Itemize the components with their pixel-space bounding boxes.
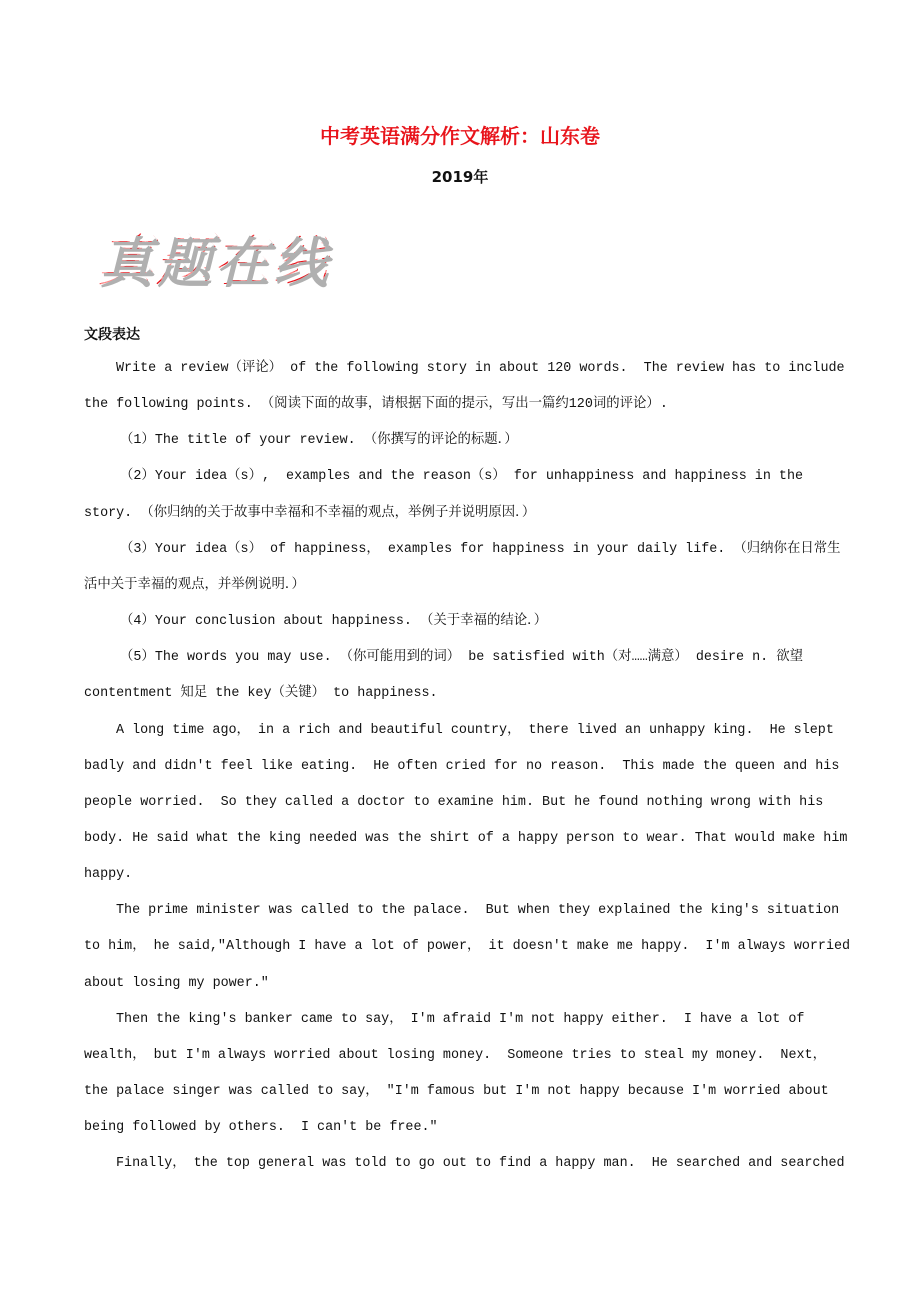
text-line: Write a review（评论） of the following story in about 120 words. The review has to include [116,361,845,376]
text-line: the palace singer was called to say， "I'm famous but I'm not happy because I'm worried about [84,1084,829,1099]
text-line: wealth， but I'm always worried about losing money. Someone tries to steal my money. Next， [84,1047,826,1063]
text-line: A long time ago， in a rich and beautiful country， there lived an unhappy king. He slept [116,722,834,738]
text-line: people worried. So they called a doctor to examine him. But he found nothing wrong with his [84,794,824,810]
text-line: （5）The words you may use. （你可能用到的词） be satisfied with（对……满意） desire n. 欲望 [120,650,803,666]
document-title: 中考英语满分作文解析：山东卷 [320,124,600,148]
text-line: Finally， the top general was told to go out to find a happy man. He searched and searched [116,1156,845,1172]
text-line: to him， he said,"Although I have a lot of power， it doesn't make me happy. I'm always worried [84,939,851,955]
text-line: Then the king's banker came to say， I'm afraid I'm not happy either. I have a lot of [116,1011,805,1027]
section-heading: 文段表达 [84,327,140,343]
text-line: （1）The title of your review. （你撰写的评论的标题．） [120,433,518,449]
text-line: about losing my power." [84,975,269,991]
zhenti-zaixian-logo [98,218,360,292]
text-line: the following points. （阅读下面的故事，请根据下面的提示，写出一篇约120词的评论）. [84,397,668,413]
text-line: （2）Your idea（s）, examples and the reason（s） for unhappiness and happiness in the [120,469,804,485]
document-year: 2019年 [431,168,489,186]
text-line: happy. [84,867,133,883]
text-line: being followed by others. I can't be free." [84,1120,438,1136]
text-line: contentment 知足 the key（关键） to happiness. [84,686,438,702]
text-line: The prime minister was called to the palace. But when they explained the king's situation [116,903,840,919]
logo-text: 真题在线 [98,228,330,292]
text-line: badly and didn't feel like eating. He often cried for no reason. This made the queen and his [84,758,840,774]
text-line: body. He said what the king needed was the shirt of a happy person to wear. That would make him [84,830,848,846]
text-line: 活中关于幸福的观点，并举例说明．） [84,577,305,593]
text-line: （4）Your conclusion about happiness. （关于幸福的结论．） [120,614,548,630]
text-line: （3）Your idea（s） of happiness， examples for happiness in your daily life. （归纳你在日常生 [120,541,841,557]
text-line: story. （你归纳的关于故事中幸福和不幸福的观点，举例子并说明原因．） [84,505,536,521]
